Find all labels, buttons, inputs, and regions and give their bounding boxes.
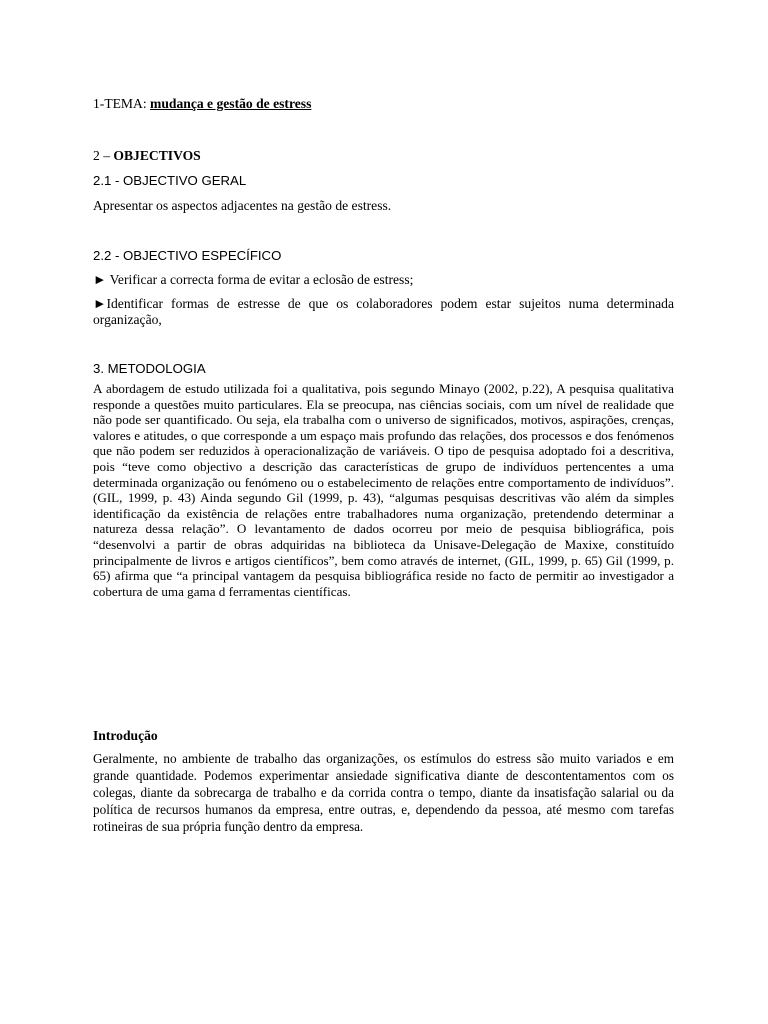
objectivo-geral-text: Apresentar os aspectos adjacentes na gestão de estress. (93, 198, 392, 213)
objectivo-especifico-item-1 (93, 272, 674, 288)
objectivos-heading-text: OBJECTIVOS (113, 148, 201, 163)
objectivo-especifico-item-2 (93, 296, 674, 328)
introducao-heading: Introdução (93, 728, 158, 744)
metodologia-text: A abordagem de estudo utilizada foi a qualitativa, pois segundo Minayo (2002, p.22), A pesquisa qualitativa responde a questões muito particulares. Ela se preocupa, nas ciências sociais, com um nível de realidade que não pode ser quantificado. Ou seja, ela trabalha com o universo de significados, motivos, aspirações, crenças, valores e atitudes, o que corresponde a um espaço mais profundo das relações, dos processos e dos fenómenos que não podem ser reduzidos à operacionalização de variáveis. O tipo de pesquisa adoptado foi a descritiva, pois “teve como objectivo a descrição das características de grupo de indivíduos pertencentes a uma determinada organização ou fenómeno ou o estabelecimento de relações entre comportamento de indivíduos”. (GIL, 1999, p. 43) Ainda segundo Gil (1999, p. 43), “algumas pesquisas descritivas vão além da simples identificação da existência de relações entre trabalhadores numa organização, pretendendo determinar a natureza dessa relação”. O levantamento de dados ocorreu por meio de pesquisa bibliográfica, pois “desenvolvi a partir de obras adquiridas na biblioteca da Unisave-Delegação de Maxixe, constituído principalmente de livros e artigos científicos”, bem como através de internet, (GIL, 1999, p. 65) Gil (1999, p. 65) afirma que “a principal vantagem da pesquisa bibliográfica reside no facto de permitir ao investigador a cobertura de uma gama d ferramentas científicas. (93, 381, 674, 599)
objectivos-heading (93, 148, 674, 164)
item-text: Identificar formas de estresse de que os colaboradores podem estar sujeitos numa determinada organização, (93, 296, 674, 327)
objectivos-heading-num: 2 – (93, 148, 114, 163)
objectivo-geral-heading: 2.1 - OBJECTIVO GERAL (93, 173, 247, 188)
item-text: Verificar a correcta forma de evitar a eclosão de estress; (109, 272, 414, 287)
tema-prefix: 1-TEMA: (93, 96, 151, 111)
objectivo-especifico-heading: 2.2 - OBJECTIVO ESPECÍFICO (93, 248, 282, 263)
metodologia-heading: 3. METODOLOGIA (93, 361, 206, 376)
introducao-text: Geralmente, no ambiente de trabalho das organizações, os estímulos do estress são muito variados e em grande quantidade. Podemos experimentar ansiedade significativa diante de descontentamentos com os colegas, diante da sobrecarga de trabalho e da corrida contra o tempo, diante da insatisfação salarial ou da política de recursos humanos da empresa, entre outras, e, dependendo da pessoa, até mesmo com tarefas rotineiras de sua própria função dentro da empresa. (93, 751, 674, 835)
document-page (93, 96, 674, 835)
tema-title: mudança e gestão de estress (150, 96, 312, 111)
tema-line (93, 96, 674, 112)
arrow-right-icon: ► (93, 272, 110, 287)
arrow-right-icon: ► (93, 296, 107, 311)
